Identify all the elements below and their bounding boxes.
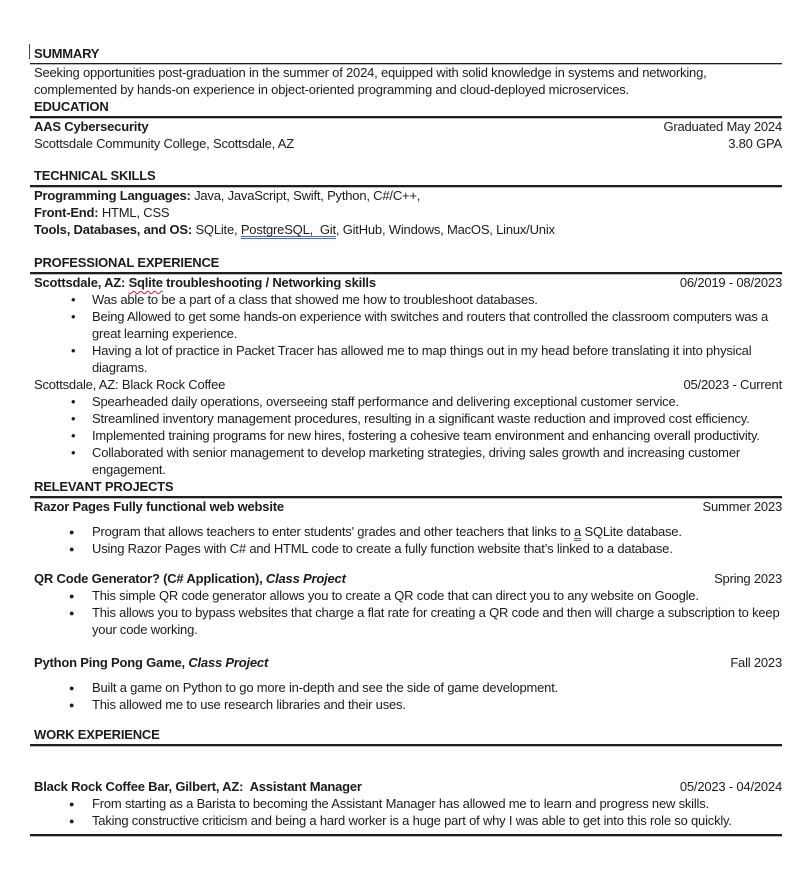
job-title-row (30, 376, 782, 393)
job-title-row (30, 778, 782, 795)
bullet-item: ● This allowed me to use research libraries and their uses. (30, 696, 782, 713)
text-cursor (29, 44, 30, 59)
spacer (30, 671, 782, 679)
job-title: Scottsdale, AZ: Sqlite troubleshooting / Networking skills (34, 275, 376, 290)
skills-frontend-value: HTML, CSS (98, 205, 170, 220)
skills-languages-value: Java, JavaScript, Swift, Python, C#/C++, (190, 188, 421, 203)
summary-body: Seeking opportunities post-graduation in the summer of 2024, equipped with solid knowledge in systems and networking, complemented by hands-on experience in object-oriented programming and cloud-deployed microservices. (34, 65, 707, 97)
project-bullet-list (30, 679, 782, 713)
skills-tools-grammar-flag: PostgreSQL, Git (240, 222, 336, 237)
skills-tools-value-suffix: , GitHub, Windows, MacOS, Linux/Unix (335, 222, 555, 237)
education-degree-row (30, 118, 782, 135)
skills-tools-label: Tools, Databases, and OS: (34, 222, 193, 237)
project-title-row (30, 654, 782, 671)
skills-frontend-row (30, 204, 782, 221)
education-school: Scottsdale Community College, Scottsdale, AZ (34, 136, 294, 151)
skills-languages-label: Programming Languages: (34, 188, 191, 203)
section-header-professional-experience: PROFESSIONAL EXPERIENCE (30, 254, 782, 274)
spacer (30, 152, 782, 167)
bullet-item: • Being Allowed to get some hands-on experience with switches and routers that controlled the classroom computers was a great learning experience. (30, 308, 782, 342)
grammar-flag: a (574, 524, 582, 539)
spacer (30, 238, 782, 254)
spacer (30, 746, 782, 778)
project-dates: Spring 2023 (714, 571, 782, 586)
education-degree: AAS Cybersecurity (34, 119, 149, 134)
spacer (30, 638, 782, 654)
section-header-technical-skills: TECHNICAL SKILLS (30, 167, 782, 187)
job-bullet-list (30, 795, 782, 829)
bullet-item: • Was able to be a part of a class that showed me how to troubleshoot databases. (30, 291, 782, 308)
job-dates: 05/2023 - 04/2024 (679, 779, 782, 794)
section-header-summary: SUMMARY (30, 45, 782, 64)
project-title-row (30, 498, 782, 515)
job-bullet-list (30, 291, 782, 376)
job-dates: 06/2019 - 08/2023 (679, 275, 782, 290)
project-title-class-project: Class Project (265, 571, 346, 586)
spacer (30, 557, 782, 570)
project-title-class-project: Class Project (188, 655, 269, 670)
project-title: Python Ping Pong Game, Class Project (34, 655, 269, 670)
spacer (30, 515, 782, 523)
bottom-rule (30, 834, 782, 836)
bullet-item: ● This allows you to bypass websites that charge a flat rate for creating a QR code and then will charge a subscription to keep your code working. (30, 604, 782, 638)
bullet-item: ● From starting as a Barista to becoming the Assistant Manager has allowed me to learn and progress new skills. (30, 795, 782, 812)
education-school-row (30, 135, 782, 152)
project-title: QR Code Generator? (C# Application), Class Project (34, 571, 346, 586)
project-bullet-list (30, 587, 782, 638)
project-bullet-list (30, 523, 782, 557)
skills-tools-value-prefix: SQLite, (192, 222, 241, 237)
section-header-education: EDUCATION (30, 98, 782, 118)
skills-tools-row (30, 221, 782, 238)
bullet-item: • Having a lot of practice in Packet Tracer has allowed me to map things out in my head before translating it into physical diagrams. (30, 342, 782, 376)
bullet-item: • Collaborated with senior management to develop marketing strategies, driving sales growth and increasing customer engagement. (30, 444, 782, 478)
section-header-relevant-projects: RELEVANT PROJECTS (30, 478, 782, 498)
section-header-work-experience: WORK EXPERIENCE (30, 726, 782, 746)
bullet-item: ● Built a game on Python to go more in-depth and see the side of game development. (30, 679, 782, 696)
project-dates: Summer 2023 (702, 499, 782, 514)
bullet-item: • Implemented training programs for new hires, fostering a cohesive team environment and enhancing overall productivity. (30, 427, 782, 444)
bullet-item: ● Using Razor Pages with C# and HTML code to create a fully function website that’s linked to a database. (30, 540, 782, 557)
skills-frontend-label: Front-End: (34, 205, 99, 220)
skills-languages-row (30, 187, 782, 204)
education-gpa: 3.80 GPA (728, 136, 782, 151)
education-graduated-date: Graduated May 2024 (663, 119, 782, 134)
spacer (30, 713, 782, 726)
job-bullet-list (30, 393, 782, 478)
bullet-item: ● Program that allows teachers to enter students' grades and other teachers that links to a SQLite database. (30, 523, 782, 540)
bullet-item: • Streamlined inventory management procedures, resulting in a significant waste reduction and improved cost efficiency. (30, 410, 782, 427)
bullet-item: • Spearheaded daily operations, overseeing staff performance and delivering exceptional customer service. (30, 393, 782, 410)
project-title: Razor Pages Fully functional web website (34, 499, 284, 514)
job-title-row (30, 274, 782, 291)
bullet-item: ● This simple QR code generator allows you to create a QR code that can direct you to any website on Google. (30, 587, 782, 604)
project-dates: Fall 2023 (730, 655, 782, 670)
job-dates: 05/2023 - Current (683, 377, 782, 392)
bullet-item: ● Taking constructive criticism and being a hard worker is a huge part of why I was able to get into this role so quickly. (30, 812, 782, 829)
job-title: Scottsdale, AZ: Black Rock Coffee (34, 377, 226, 392)
spellcheck-flag: Sqlite (128, 275, 163, 290)
project-title-row (30, 570, 782, 587)
job-title: Black Rock Coffee Bar, Gilbert, AZ: Assistant Manager (34, 779, 362, 794)
